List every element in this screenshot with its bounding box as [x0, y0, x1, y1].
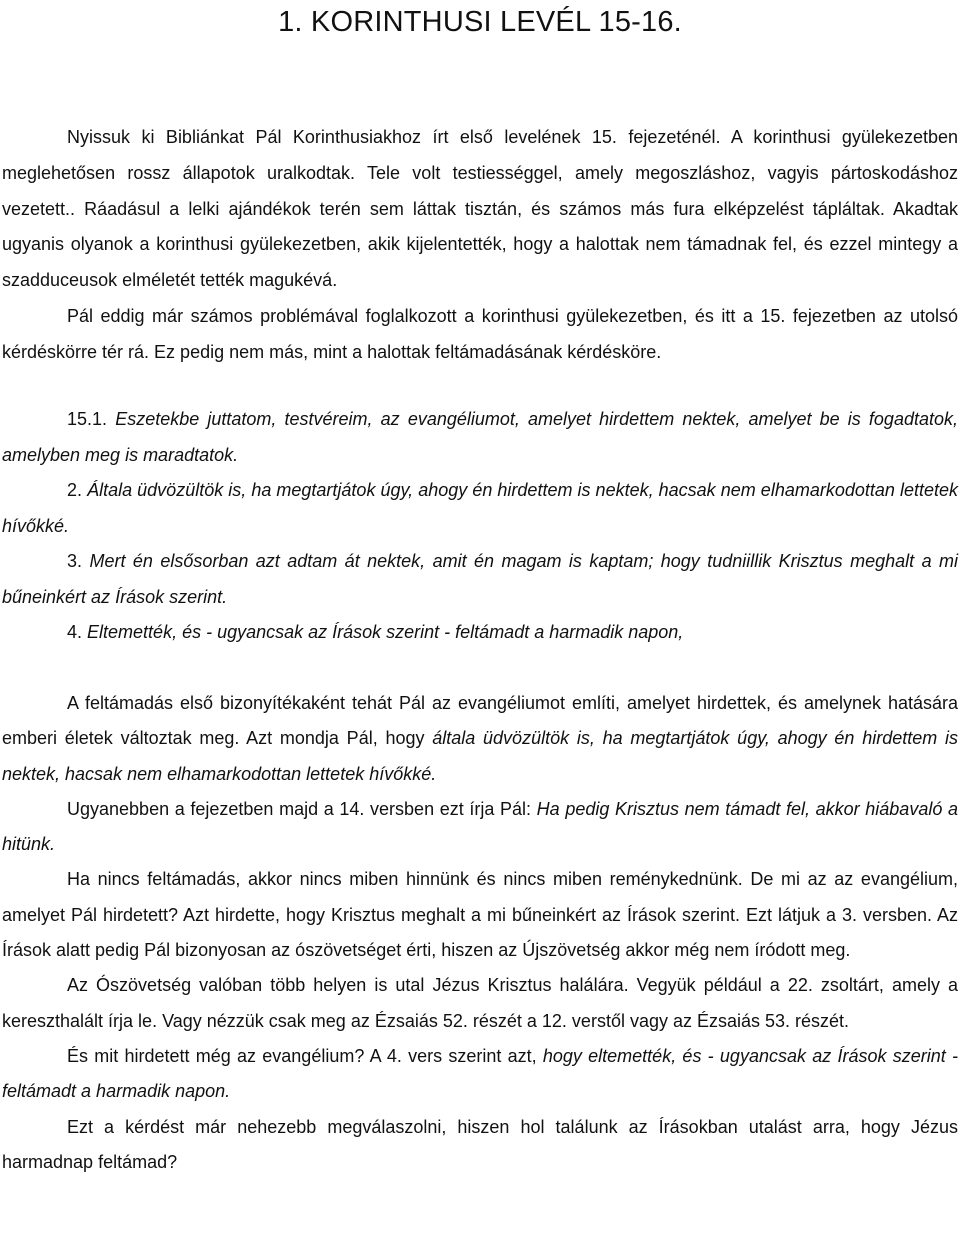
intro-section	[2, 120, 958, 371]
verse-text: Eszetekbe juttatom, testvéreim, az evangéliumot, amelyet hirdettem nektek, amelyet be is fogadtatok, amelyben meg is maradtatok.	[2, 409, 958, 465]
commentary-paragraph	[2, 1039, 958, 1110]
commentary-paragraph: Az Ószövetség valóban több helyen is utal Jézus Krisztus halálára. Vegyük például a 22. zsoltárt, amely a kereszthalált írja le. Vagy nézzük csak meg az Ézsaiás 52. részét a 12. verstől vagy az Ézsaiás 53. részét.	[2, 975, 958, 1031]
intro-paragraph: Nyissuk ki Bibliánkat Pál Korinthusiakhoz írt első levelének 15. fejezeténél. A korinthusi gyülekezetben meglehetősen rossz állapotok uralkodtak. Tele volt testiességgel, amely megoszláshoz, vagyis pártoskodáshoz vezetett.. Ráadásul a lelki ajándékok terén sem láttak tisztán, és számos más fura elképzelést tápláltak. Akadtak ugyanis olyanok a korinthusi gyülekezetben, akik kijelentették, hogy a halottak nem támadnak fel, és ezzel mintegy a szadduceusok elméletét tették magukévá.	[2, 127, 958, 291]
commentary-text: Ugyanebben a fejezetben majd a 14. versben ezt írja Pál:	[67, 798, 537, 819]
verse	[2, 402, 958, 473]
verse-number: 15.1.	[67, 409, 108, 429]
verse-text: Mert én elsősorban azt adtam át nektek, amit én magam is kaptam; hogy tudniillik Krisztus meghalt a mi bűneinkért az Írások szerint.	[2, 551, 958, 607]
quote-text: hogy eltemették, és - ugyancsak az Írások szerint - feltámadt a harmadik napon.	[2, 1045, 958, 1102]
verse-text: Eltemették, és - ugyancsak az Írások szerint - feltámadt a harmadik napon,	[87, 622, 684, 642]
quote-text: általa üdvözültök is, ha megtartjátok úgy, ahogy én hirdettem is nektek, hacsak nem elhamarkodottan lettetek hívőkké.	[2, 728, 958, 784]
verse-text: Általa üdvözültök is, ha megtartjátok úgy, ahogy én hirdettem is nektek, hacsak nem elhamarkodottan lettetek hívőkké.	[2, 480, 958, 536]
commentary-paragraph: Ezt a kérdést már nehezebb megválaszolni, hiszen hol találunk az Írásokban utalást arra, hogy Jézus harmadnap feltámad?	[2, 1116, 958, 1172]
scripture-section	[2, 402, 958, 651]
page-title: 1. KORINTHUSI LEVÉL 15-16.	[278, 6, 682, 38]
commentary-section	[2, 686, 958, 1180]
commentary-paragraph	[2, 792, 958, 863]
commentary-text: És mit hirdetett még az evangélium? A 4. vers szerint azt,	[67, 1045, 543, 1066]
quote-text: Ha pedig Krisztus nem támadt fel, akkor hiábavaló a hitünk.	[2, 798, 958, 855]
commentary-text: A feltámadás első bizonyítékaként tehát Pál az evangéliumot említi, amelyet hirdettek, és amelynek hatására emberi életek változtak meg. Azt mondja Pál, hogy	[2, 693, 958, 749]
intro-paragraph: Pál eddig már számos problémával foglalkozott a korinthusi gyülekezetben, és itt a 15. fejezetben az utolsó kérdéskörre tér rá. Ez pedig nem más, mint a halottak feltámadásának kérdésköre.	[2, 305, 958, 362]
verse-number: 3.	[67, 551, 83, 571]
verse-number: 2.	[67, 480, 83, 500]
verse	[2, 473, 958, 544]
verse-number: 4.	[67, 622, 83, 642]
verse	[2, 544, 958, 615]
commentary-paragraph: Ha nincs feltámadás, akkor nincs miben hinnünk és nincs miben reménykednünk. De mi az az evangélium, amelyet Pál hirdetett? Azt hirdette, hogy Krisztus meghalt a mi bűneinkért az Írások szerint. Ezt látjuk a 3. versben. Az Írások alatt pedig Pál bizonyosan az ószövetséget érti, hiszen az Újszövetség akkor még nem íródott meg.	[2, 869, 958, 961]
commentary-paragraph	[2, 686, 958, 792]
verse	[2, 615, 958, 651]
